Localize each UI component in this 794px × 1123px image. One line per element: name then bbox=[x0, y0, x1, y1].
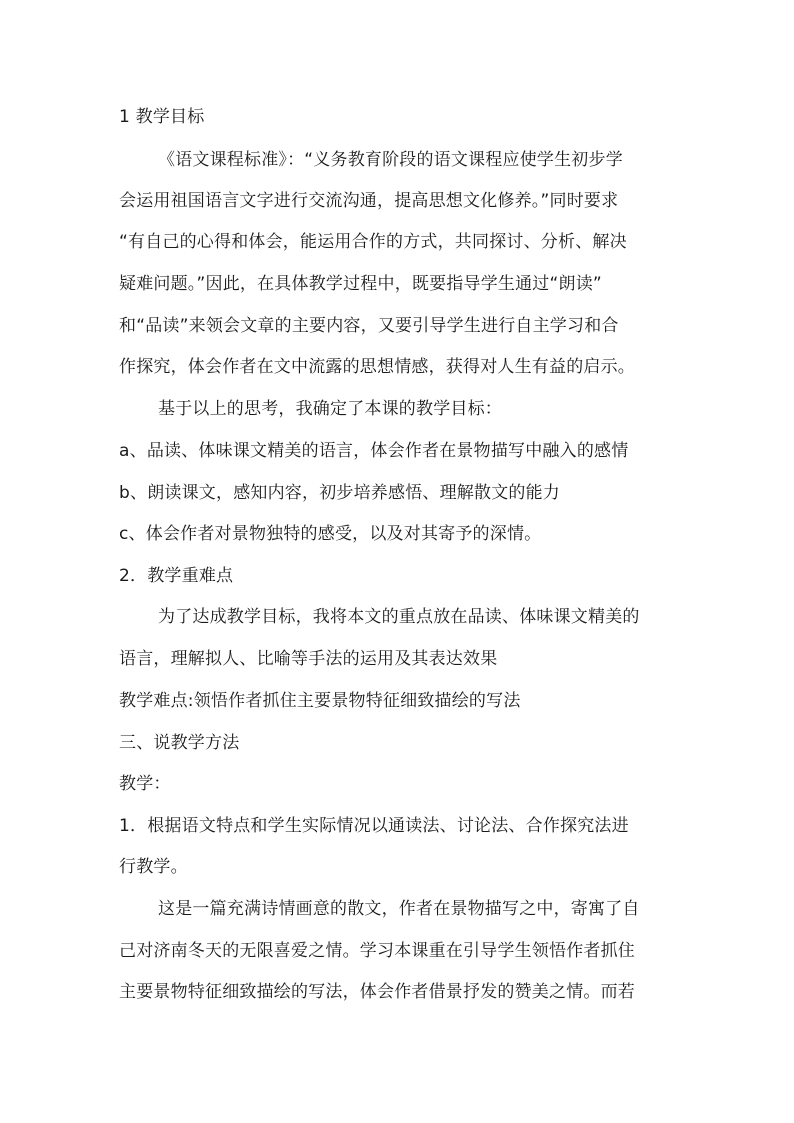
paragraph-line: 教学难点:领悟作者抓住主要景物特征细致描绘的写法 bbox=[119, 691, 521, 711]
paragraph-line: 为了达成教学目标，我将本文的重点放在品读、体味课文精美的 bbox=[158, 607, 640, 627]
paragraph-line: 这是一篇充满诗情画意的散文，作者在景物描写之中，寄寓了自 bbox=[158, 899, 640, 919]
paragraph-line: 语言，理解拟人、比喻等手法的运用及其表达效果 bbox=[119, 649, 498, 669]
paragraph-line: 教学： bbox=[119, 774, 171, 794]
method-item-1: 1．根据语文特点和学生实际情况以通读法、讨论法、合作探究法进 bbox=[119, 816, 629, 836]
paragraph-line: 主要景物特征细致描绘的写法，体会作者借景抒发的赞美之情。而若 bbox=[119, 982, 635, 1002]
paragraph-line: 和“品读”来领会文章的主要内容，又要引导学生进行自主学习和合 bbox=[119, 316, 619, 336]
goal-item-c: c、体会作者对景物独特的感受，以及对其寄予的深情。 bbox=[119, 524, 542, 544]
paragraph-line: 《语文课程标准》：“义务教育阶段的语文课程应使学生初步学 bbox=[158, 150, 623, 170]
paragraph-line: 作探究，体会作者在文中流露的思想情感，获得对人生有益的启示。 bbox=[119, 357, 635, 377]
section-heading-teaching-goals: 1 教学目标 bbox=[119, 107, 205, 127]
section-heading-teaching-methods: 三、说教学方法 bbox=[119, 733, 240, 753]
goal-item-b: b、朗读课文，感知内容，初步培养感悟、理解散文的能力 bbox=[119, 483, 560, 503]
paragraph-line: 基于以上的思考，我确定了本课的教学目标： bbox=[158, 399, 502, 419]
paragraph-line: 己对济南冬天的无限喜爱之情。学习本课重在引导学生领悟作者抓住 bbox=[119, 941, 635, 961]
paragraph-line: 行教学。 bbox=[119, 857, 188, 877]
paragraph-line: 会运用祖国语言文字进行交流沟通，提高思想文化修养。”同时要求 bbox=[119, 191, 619, 211]
paragraph-line: “有自己的心得和体会，能运用合作的方式，共同探讨、分析、解决 bbox=[119, 232, 627, 252]
paragraph-line: 疑难问题。”因此，在具体教学过程中，既要指导学生通过“朗读” bbox=[119, 274, 602, 294]
goal-item-a: a、品读、体味课文精美的语言，体会作者在景物描写中融入的感情 bbox=[119, 441, 629, 461]
section-heading-key-points: 2．教学重难点 bbox=[119, 566, 234, 586]
